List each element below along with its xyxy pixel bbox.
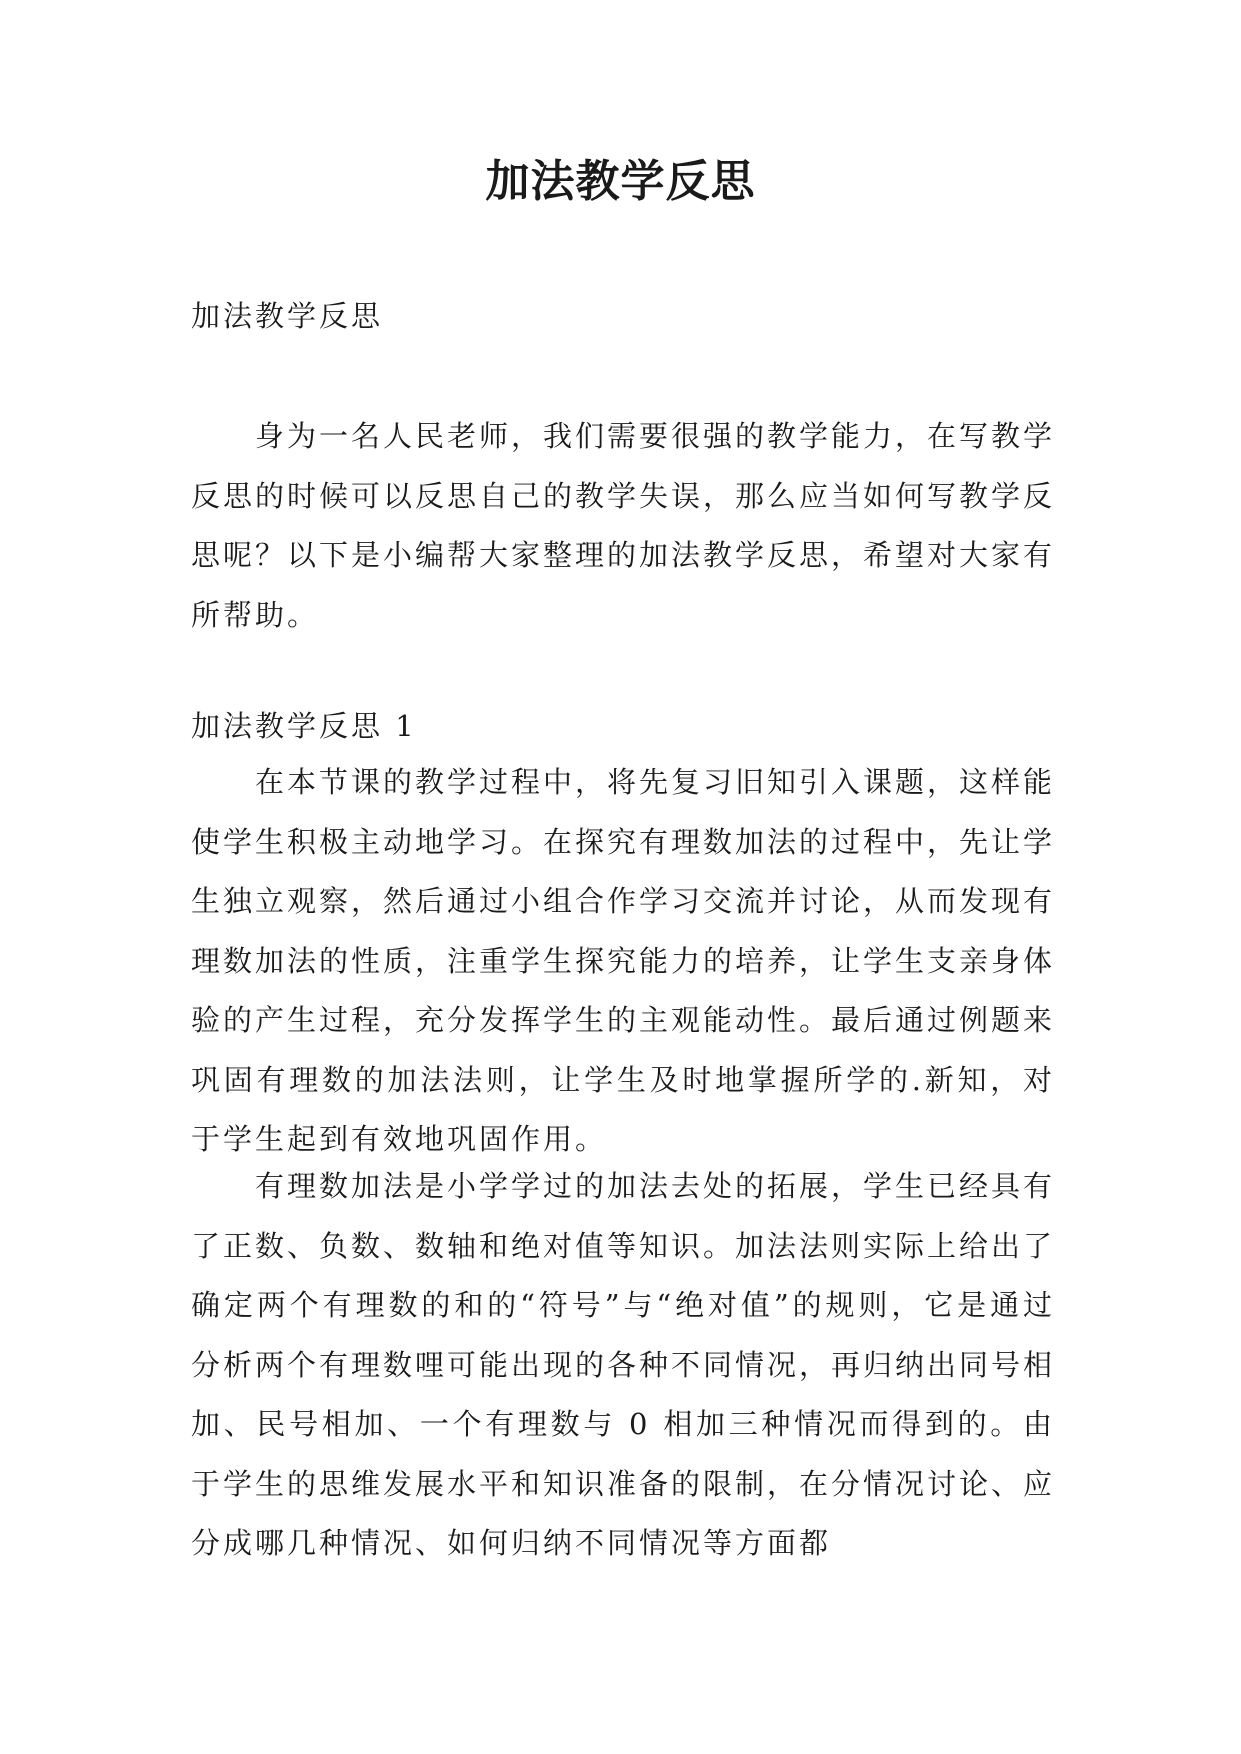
document-subtitle: 加法教学反思: [191, 299, 384, 333]
body-paragraph-2: 有理数加法是小学学过的加法去处的拓展，学生已经具有了正数、负数、数轴和绝对值等知识。加法法则实际上给出了确定两个有理数的和的“符号”与“绝对值”的规则，它是通过分析两个有理数哩可能出现的各种不同情况，再归纳出同号相加、民号相加、一个有理数与 0 相加三种情况而得到的。由于学生的思维发展水平和知识准备的限制，在分情况讨论、应分成哪几种情况、如何归纳不同情况等方面都: [191, 1169, 1056, 1560]
body-paragraph-1: 在本节课的教学过程中，将先复习旧知引入课题，这样能使学生积极主动地学习。在探究有理数加法的过程中，先让学生独立观察，然后通过小组合作学习交流并讨论，从而发现有理数加法的性质，注重学生探究能力的培养，让学生支亲身体验的产生过程，充分发挥学生的主观能动性。最后通过例题来巩固有理数的加法法则，让学生及时地掌握所学的.新知，对于学生起到有效地巩固作用。: [191, 765, 1056, 1156]
section-heading: 加法教学反思 1: [191, 709, 417, 743]
intro-paragraph: 身为一名人民老师，我们需要很强的教学能力，在写教学反思的时候可以反思自己的教学失误，那么应当如何写教学反思呢？以下是小编帮大家整理的加法教学反思，希望对大家有所帮助。: [191, 419, 1056, 632]
document-title: 加法教学反思: [485, 156, 756, 207]
